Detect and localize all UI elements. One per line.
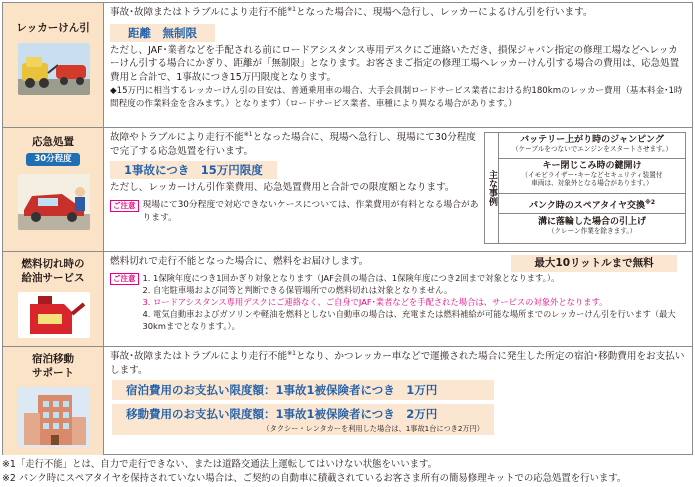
transport-limit-highlight: 移動費用のお支払い限度額：1事故1被保険者につき 2万円 bbox=[126, 407, 438, 422]
list-item: 2. 自宅駐車場および同等と判断できる保管場所での燃料切れは対象となりません。 bbox=[142, 284, 453, 295]
row-paragraph: ただし、JAF･業者などを手配される前にロードアシスタンス専用デスクにご連絡いただき、損保ジャパン指定の修理工場などへレッカーけん引する場合にかぎり、距離が「無制限」となります。お客さまご指定の修理工場へレッカーけん引する場合の費用は、応急処置費用と合計で、1事故につき15万円限度となります。 bbox=[110, 44, 680, 83]
list-item: 1. 1保険年度につき1回かぎり対象となります（JAF会員の場合は、1保険年度につき2回まで対象となります。）。 bbox=[142, 272, 560, 283]
row-label bbox=[3, 347, 104, 455]
row-title-line1: 宿泊移動 bbox=[32, 353, 74, 365]
row-content bbox=[110, 255, 686, 332]
notes-list bbox=[143, 272, 687, 332]
limit-highlight: 1事故につき 15万円限度 bbox=[110, 161, 277, 179]
roadside-repair-illustration bbox=[18, 174, 90, 230]
row-content bbox=[110, 6, 686, 110]
tow-truck-illustration bbox=[18, 43, 90, 95]
example-ditch-pullout: 溝に落輪した場合の引上げ （クレーン作業を除きます。） bbox=[537, 217, 646, 235]
row-note: ご注意 現場にて30分程度で対応できないケースについては、作業費用が有料となる場合があります。 bbox=[110, 199, 482, 225]
row-lodging bbox=[3, 347, 692, 455]
service-table bbox=[2, 2, 693, 455]
row-title: レッカーけん引 bbox=[16, 22, 90, 34]
row-label bbox=[3, 3, 104, 127]
row-description: 事故･故障またはトラブルにより走行不能$^{※1}$となった場合に、現場へ急行し、レッカーによるけん引を行います。 bbox=[110, 6, 593, 19]
row-title-line2: 給油サービス bbox=[21, 271, 85, 284]
row-first-aid bbox=[3, 128, 692, 252]
examples-table bbox=[498, 132, 686, 244]
caution-tag: ご注意 bbox=[110, 273, 139, 285]
example-key-unlock: キー閉じこみ時の鍵開け （イモビライザー･キーなどセキュリティ装置付 車両は、対象外となる場合があります。） bbox=[499, 159, 685, 194]
row-description: 事故･故障またはトラブルにより走行不能$^{※1}$となり、かつレッカー車などで運搬された場合に発生した所定の宿泊･移動費用をお支払いします。 bbox=[110, 350, 685, 376]
hotel-illustration bbox=[18, 387, 90, 447]
row-label bbox=[3, 128, 104, 251]
example-spare-tire: パンク時のスペアタイヤ交換$^{※2}$ bbox=[499, 194, 685, 214]
row-description: 故障やトラブルにより走行不能$^{※1}$となった場合に、現場へ急行し、現場にて30分程度で完了する応急処置を行います。 bbox=[110, 131, 476, 157]
row-title-line2: サポート bbox=[32, 366, 74, 379]
limit-highlight: 距離 無制限 bbox=[110, 24, 215, 42]
row-description: 燃料切れで走行不能となった場合に、燃料をお届けします。 bbox=[110, 256, 369, 267]
fuel-can-illustration bbox=[18, 292, 90, 338]
lodging-limit-highlight: 宿泊費用のお支払い限度額：1事故1被保険者につき 1万円 bbox=[112, 380, 494, 400]
duration-badge: 30分程度 bbox=[26, 153, 80, 166]
list-item: 3. ロードアシスタンス専用デスクにご連絡なく、ご自身でJAF･業者などを手配された場合は、サービスの対象外となります。 bbox=[142, 296, 608, 307]
examples-label: 主な事例 bbox=[484, 132, 498, 244]
row-tow bbox=[3, 3, 692, 128]
caution-tag: ご注意 bbox=[110, 200, 139, 212]
example-jump-start: バッテリー上がり時のジャンピング （ケーブルをつないでエンジンをスタートさせます。） bbox=[499, 133, 685, 159]
list-item: 4. 電気自動車およびガソリンや軽油を燃料としない自動車の場合は、充電または燃料補給が可能な場所までのレッカーけん引を行います（最大30kmまでとなります。）。 bbox=[142, 308, 676, 331]
row-paragraph: ただし、レッカーけん引作業費用、応急処置費用と合計での限度額となります。 bbox=[110, 182, 455, 194]
row-title-line1: 燃料切れ時の bbox=[21, 258, 85, 270]
row-fuel bbox=[3, 252, 692, 347]
footnote-1: ※1「走行不能」とは、自力で走行できない、または道路交通法上運転してはいけない状態をいいます。 bbox=[2, 459, 437, 470]
row-content bbox=[110, 350, 686, 435]
transport-limit-sub: （タクシー・レンタカーを利用した場合は、1事故1台につき2万円） bbox=[262, 424, 484, 434]
limit-highlight: 最大10リットルまで無料 bbox=[511, 255, 677, 272]
footnote-2: ※2 パンク時にスペアタイヤを保持されていない場合は、ご契約の自動車に積載されているお客さま所有の簡易修理キットでの応急処置を行います。 bbox=[2, 473, 627, 484]
transport-limit-box bbox=[112, 404, 494, 435]
row-notes bbox=[110, 272, 686, 332]
row-note: ◆15万円に相当するレッカーけん引の目安は、普通乗用車の場合、大手会員制ロードサービス業者における約180kmのレッカー費用（基本料金･1時間程度の作業料金を含みます。）となります）（ロードサービス業者、車種により異なる場合があります。） bbox=[110, 86, 683, 109]
row-title: 応急処置 bbox=[32, 136, 74, 148]
row-label bbox=[3, 252, 104, 346]
row-content bbox=[110, 131, 482, 225]
